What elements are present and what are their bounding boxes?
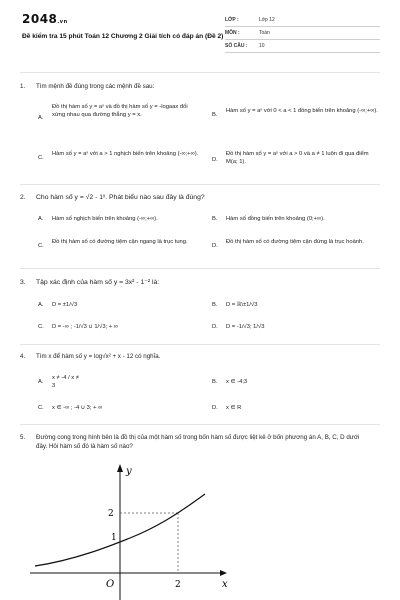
question-text: Cho hàm số y = √2 - 1ˣ. Phát biểu nào sau đây là đúng? — [36, 194, 205, 201]
option-label: A. — [38, 379, 44, 385]
logo-text: 2048 — [22, 12, 58, 26]
option-4d[interactable] — [212, 404, 382, 414]
question-text: Tìm x để hàm số y = log√x² + x - 12 có nghĩa. — [36, 353, 161, 360]
option-1b[interactable] — [212, 107, 382, 135]
option-label: D. — [212, 157, 218, 163]
option-text: Hàm số y = aˣ với a > 1 nghịch biến trên khoảng (-∞;+∞). — [52, 151, 199, 157]
y-axis-label: y — [126, 466, 132, 477]
question-2 — [20, 194, 205, 202]
divider — [20, 184, 380, 185]
option-text: D = -1/√3; 1/√3 — [226, 324, 265, 330]
option-4c[interactable] — [38, 404, 208, 414]
question-number: 1. — [20, 83, 26, 90]
exam-title: Đề kiểm tra 15 phút Toán 12 Chương 2 Giải tích có đáp án (Đề 2) — [22, 33, 224, 40]
question-text: Tập xác định của hàm số y = 3x² - 1⁻² là: — [36, 279, 160, 286]
option-text: x ∈ -∞ ; -4 ∪ 3; + ∞ — [52, 405, 103, 411]
question-number: 2. — [20, 194, 26, 201]
meta-row-subject — [225, 27, 380, 40]
meta-key: LỚP : — [225, 17, 239, 23]
option-1d[interactable] — [212, 150, 382, 174]
option-label: B. — [212, 112, 218, 118]
option-label: B. — [212, 216, 218, 222]
question-5 — [20, 433, 370, 451]
divider — [20, 344, 380, 345]
meta-value: Lớp 12 — [259, 17, 275, 23]
option-text: x ∈ -4;3 — [226, 379, 248, 385]
option-text: Hàm số đồng biến trên khoảng (0;+∞). — [226, 216, 325, 222]
option-3b[interactable] — [212, 301, 382, 311]
function-graph — [30, 460, 230, 600]
option-1c[interactable] — [38, 150, 203, 174]
option-label: D. — [212, 405, 218, 411]
option-label: C. — [38, 405, 44, 411]
meta-value: 10 — [259, 43, 265, 49]
option-text: D = ℝ\±1/√3 — [226, 302, 258, 308]
option-text: x ≠ -4 / x ≠ 3 — [52, 375, 79, 389]
option-label: D. — [212, 243, 218, 249]
divider — [20, 268, 380, 269]
question-4 — [20, 353, 160, 361]
option-3d[interactable] — [212, 323, 382, 333]
question-number: 4. — [20, 353, 26, 360]
option-2d[interactable] — [212, 238, 382, 258]
x-tick-2: 2 — [175, 580, 181, 590]
divider — [20, 72, 380, 73]
option-text: Hàm số nghịch biến trên khoảng (-∞;+∞). — [52, 216, 158, 222]
option-text: x ∈ R — [226, 405, 242, 411]
option-label: C. — [38, 155, 44, 161]
question-text: Đường cong trong hình bên là đồ thị của một hàm số trong bốn hàm số được liệt kê ở bốn phương án A, B, C, D dưới đây. Hỏi hàm số đó là hàm số nào? — [36, 434, 360, 450]
option-label: A. — [38, 302, 44, 308]
option-3c[interactable] — [38, 323, 208, 333]
option-text: Đồ thị hàm số có đường tiệm cận ngang là trục tung. — [52, 239, 188, 245]
option-label: C. — [38, 324, 44, 330]
y-axis-arrow — [117, 464, 123, 472]
meta-value: Toán — [259, 30, 270, 36]
option-text: D = ±1/√3 — [52, 302, 78, 308]
x-axis-label: x — [222, 579, 228, 590]
option-3a[interactable] — [38, 301, 208, 311]
option-text: Đồ thị hàm số y = aˣ và đồ thị hàm số y = -logaax đối xứng nhau qua đường thẳng y = x. — [52, 104, 188, 118]
question-text: Tìm mệnh đề đúng trong các mệnh đề sau: — [36, 83, 155, 90]
divider — [20, 424, 380, 425]
option-label: A. — [38, 115, 44, 121]
question-number: 5. — [20, 434, 26, 441]
meta-row-count — [225, 40, 380, 53]
y-tick-2: 2 — [108, 509, 114, 519]
meta-row-class — [225, 14, 380, 27]
option-label: D. — [212, 324, 218, 330]
option-1a[interactable] — [38, 103, 198, 135]
site-logo[interactable] — [22, 12, 68, 26]
option-text: Hàm số y = aˣ với 0 < a < 1 đồng biến trên khoảng (-∞;+∞). — [226, 108, 378, 114]
option-4b[interactable] — [212, 378, 382, 388]
origin-label: O — [106, 579, 115, 590]
option-label: B. — [212, 302, 218, 308]
option-2a[interactable] — [38, 215, 208, 225]
option-text: D = -∞ ; -1/√3 ∪ 1/√3; + ∞ — [52, 324, 118, 330]
exam-meta — [225, 14, 380, 53]
question-1 — [20, 83, 154, 91]
option-text: Đồ thị hàm số y = aˣ với a > 0 và a ≠ 1 luôn đi qua điểm M(a; 1). — [226, 151, 369, 165]
option-text: Đồ thị hàm số có đường tiệm cận đứng là trục hoành. — [226, 239, 364, 245]
option-2b[interactable] — [212, 215, 382, 225]
option-2c[interactable] — [38, 238, 208, 258]
question-number: 3. — [20, 279, 26, 286]
meta-key: MÔN : — [225, 30, 240, 36]
question-3 — [20, 279, 159, 287]
meta-key: SỐ CÂU : — [225, 43, 248, 49]
option-4a[interactable] — [38, 374, 208, 394]
y-tick-1: 1 — [111, 533, 117, 543]
option-label: C. — [38, 243, 44, 249]
option-label: A. — [38, 216, 44, 222]
x-axis-arrow — [220, 570, 227, 576]
logo-suffix: .vn — [57, 19, 68, 25]
option-label: B. — [212, 379, 218, 385]
